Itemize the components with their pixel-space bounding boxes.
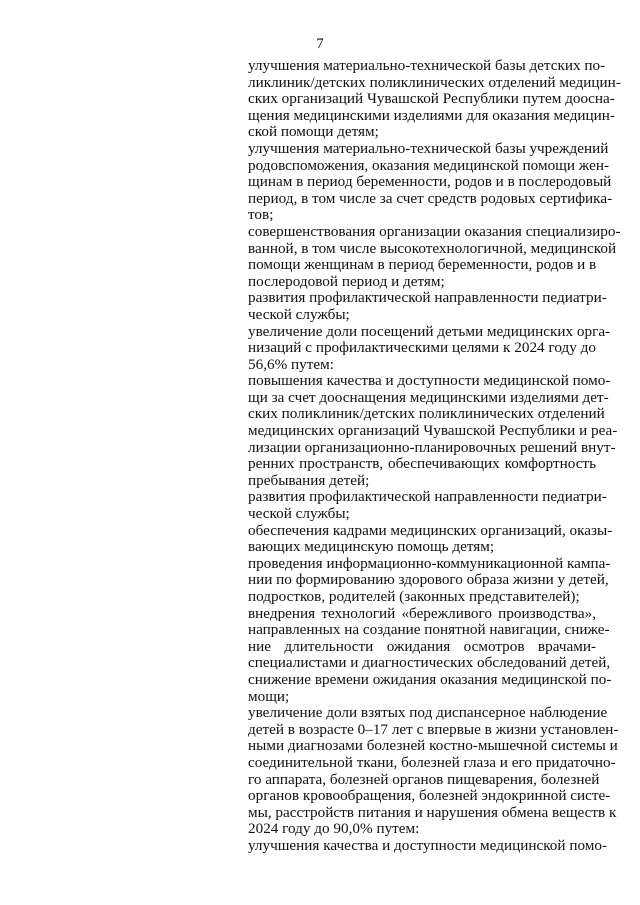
text-line: го аппарата, болезней органов пищеварения, болезней (248, 770, 600, 788)
text-line: проведения информационно-коммуникационной кампа- (248, 554, 611, 572)
text-line: щи за счет дооснащения медицинскими изделиями дет- (248, 388, 609, 406)
text-line: 56,6% путем: (248, 355, 334, 373)
text-line: развития профилактической направленности педиатри- (248, 488, 607, 506)
text-line: обеспечения кадрами медицинских организаций, оказы- (248, 521, 613, 539)
text-line: повышения качества и доступности медицинской помо- (248, 372, 611, 390)
text-line: период, в том числе за счет средств родовых сертифика- (248, 189, 613, 207)
text-line: ских поликлиник/детских поликлинических отделений (248, 405, 605, 423)
text-line: ской помощи детям; (248, 123, 379, 141)
text-line: нии по формированию здорового образа жизни у детей, (248, 571, 609, 589)
text-line: вающих медицинскую помощь детям; (248, 538, 495, 556)
text-line: 2024 году до 90,0% путем: (248, 820, 420, 838)
text-line: детей в возрасте 0–17 лет с впервые в жизни установлен- (248, 720, 619, 738)
text-line: ными диагнозами болезней костно-мышечной системы и (248, 737, 618, 755)
text-line: ческой службы; (248, 305, 350, 323)
text-line: ние длительности ожидания осмотров врачами- (248, 637, 596, 655)
text-line: низаций с профилактическими целями к 2024 году до (248, 339, 596, 357)
text-line: ских организаций Чувашской Республики путем дооcна- (248, 90, 615, 108)
body-text (248, 57, 621, 855)
text-line: лизации организационно-планировочных решений внут- (248, 438, 616, 456)
text-line: улучшения материально-технической базы учреждений (248, 139, 609, 157)
text-line: щинам в период беременности, родов и в послеродовый (248, 173, 612, 191)
text-line: специалистами и диагностических обследований детей, (248, 654, 611, 672)
text-line: ванной, в том числе высокотехнологичной, медицинской (248, 239, 617, 257)
text-line: направленных на создание понятной навигации, сниже- (248, 621, 610, 639)
text-line: совершенствования организации оказания специализиро- (248, 222, 621, 240)
text-line: мы, расстройств питания и нарушения обмена веществ к (248, 803, 617, 821)
page-number: 7 (316, 36, 324, 52)
text-line: помощи женщинам в период беременности, родов и в (248, 256, 597, 274)
text-line: пребывания детей; (248, 471, 370, 489)
text-line: увеличение доли посещений детьми медицинских орга- (248, 322, 611, 340)
text-line: щения медицинскими изделиями для оказания медицин- (248, 106, 615, 124)
text-line: подростков, родителей (законных представителей); (248, 588, 580, 605)
text-line: улучшения качества и доступности медицинской помо- (248, 836, 608, 854)
text-line: внедрения технологий «бережливого производства», (248, 604, 596, 622)
text-line: улучшения материально-технической базы детских по- (248, 57, 606, 74)
text-line: органов кровообращения, болезней эндокринной систе- (248, 787, 611, 805)
text-line: медицинских организаций Чувашской Республики и реа- (248, 422, 618, 440)
text-line: ческой службы; (248, 505, 350, 523)
text-line: развития профилактической направленности педиатри- (248, 289, 607, 307)
text-line: соединительной ткани, болезней глаза и его придаточно- (248, 753, 616, 771)
text-line: увеличение доли взятых под диспансерное наблюдение (248, 704, 608, 722)
text-line: ренних пространств, обеспечивающих комфортность (248, 455, 596, 473)
text-line: ликлиник/детских поликлинических отделений медицин- (248, 73, 621, 91)
text-line: тов; (248, 206, 274, 224)
text-line: родовспоможения, оказания медицинской помощи жен- (248, 156, 610, 174)
text-line: мощи; (248, 687, 290, 705)
text-line: послеродовой период и детям; (248, 272, 445, 290)
text-line: снижение времени ожидания оказания медицинской по- (248, 670, 612, 688)
